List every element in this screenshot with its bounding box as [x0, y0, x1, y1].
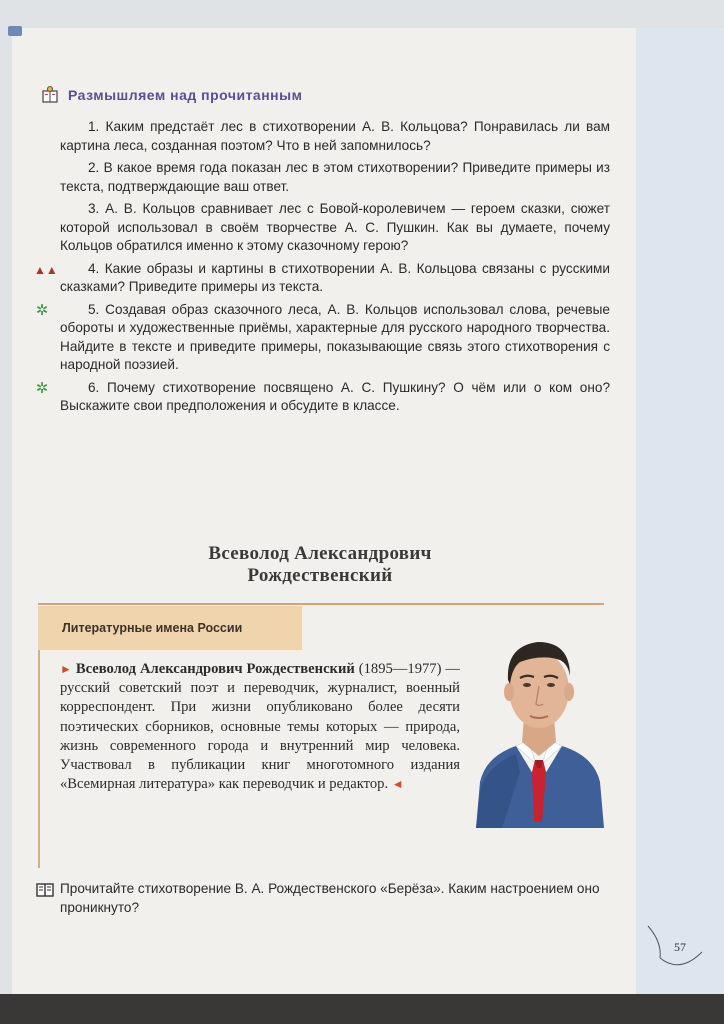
- background-bottom: [0, 994, 724, 1024]
- question-1: [60, 118, 610, 155]
- question-2: [60, 159, 610, 196]
- book-icon: [36, 882, 54, 898]
- author-name-line-2: Рождественский: [247, 565, 393, 586]
- info-tab: [38, 606, 302, 650]
- section-heading: [40, 85, 302, 105]
- end-marker-icon: ◄: [391, 777, 404, 792]
- question-3: [60, 200, 610, 256]
- question-6: [35, 379, 610, 416]
- question-text: 4. Какие образы и картины в стихотворении А. В. Кольцова связаны с русскими сказками? Приведите примеры из текста.: [60, 260, 610, 294]
- reading-icon: [40, 85, 60, 105]
- start-marker-icon: ►: [60, 662, 72, 676]
- question-text: 6. Почему стихотворение посвящено А. С. Пушкину? О чём или о ком оно? Выскажите свои предположения и обсудите в классе.: [60, 379, 610, 413]
- author-name-line-1: Всеволод Александрович: [208, 543, 432, 564]
- question-text: 3. А. В. Кольцов сравнивает лес с Бовой-королевичем — героем сказки, сюжет которой использовал в своём творчестве А. С. Пушкин. Как вы думаете, почему Кольцов обратился именно к этому сказочному герою?: [60, 201, 610, 253]
- question-text: 2. В какое время года показан лес в этом стихотворении? Приведите примеры из текста, подтверждающие ваш ответ.: [60, 160, 610, 194]
- star-icon: ✲: [35, 379, 49, 397]
- question-text: 1. Каким предстаёт лес в стихотворении А. В. Кольцова? Понравилась ли вам картина леса, созданная поэтом? Что в ней запомнилось?: [60, 119, 610, 153]
- question-text: 5. Создавая образ сказочного леса, А. В. Кольцов использовал слова, речевые обороты и художественные приёмы, характерные для русского народного творчества. Найдите в тексте и приведите примеры, показывающие связь этого стихотворения с народной поэзией.: [60, 301, 610, 372]
- box-border: [38, 650, 40, 868]
- background-strip: [636, 28, 724, 994]
- author-bio: [60, 660, 460, 794]
- bio-text: (1895—1977) — русский советский поэт и переводчик, журналист, военный корреспондент. При жизни опубликовано более десяти поэтических сборников, основные темы которых — природа, жизнь современного города и внутренний мир человека. Участвовал в публикации книг многотомного издания «Всемирная литература» как переводчик и редактор.: [60, 661, 460, 793]
- question-5: [35, 301, 610, 375]
- author-portrait: [472, 632, 606, 828]
- pair-work-icon: ▲▲: [34, 262, 58, 277]
- info-tab-label: Литературные имена России: [62, 621, 243, 635]
- task-text: Прочитайте стихотворение В. А. Рождественского «Берёза». Каким настроением оно проникнуто?: [60, 881, 600, 915]
- divider: [38, 603, 604, 605]
- corner-mark: [8, 26, 22, 36]
- bio-name: Всеволод Александрович Рождественский: [75, 661, 355, 677]
- author-title: [150, 543, 490, 587]
- star-icon: ✲: [35, 301, 49, 319]
- page-number: 57: [674, 940, 686, 954]
- section-heading-text: Размышляем над прочитанным: [68, 87, 303, 103]
- question-4: [34, 260, 610, 297]
- reading-task: [36, 880, 606, 917]
- questions-list: [34, 118, 610, 420]
